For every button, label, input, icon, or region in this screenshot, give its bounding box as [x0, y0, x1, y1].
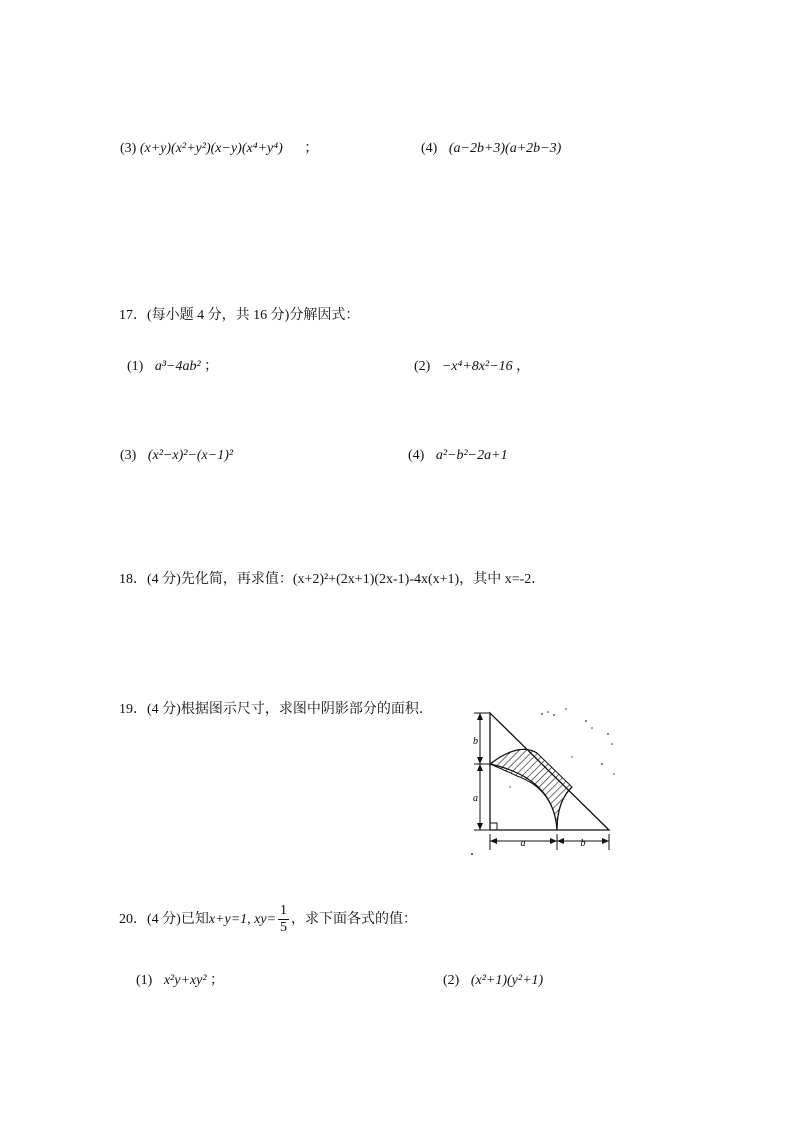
problem-17-2-end: ， [516, 359, 531, 374]
shaded-region [490, 749, 572, 830]
question-20 [119, 902, 417, 938]
fraction-denominator: 5 [280, 920, 288, 936]
problem-17-4-label: (4) [408, 448, 425, 463]
problem-16-3 [120, 140, 318, 158]
problem-17-1-end: ； [204, 359, 219, 374]
problem-16-3-label: (3) [120, 141, 137, 156]
label-b-bottom: b [580, 838, 586, 849]
problem-16-4 [421, 140, 561, 158]
problem-17-1-expr: a³−4ab² [154, 359, 201, 374]
problem-16-3-expr: (x+y)(x²+y²)(x−y)(x⁴+y⁴) [139, 141, 283, 156]
geometry-figure [462, 694, 622, 864]
problem-17-4 [408, 447, 508, 465]
problem-16-3-end: ； [304, 141, 319, 156]
question-19: 19．(4 分)根据图示尺寸，求图中阴影部分的面积． [119, 702, 433, 717]
question-18: 18．(4 分)先化简，再求值：(x+2)²+(2x+1)(2x-1)-4x(x+1)，其中 x=-2． [119, 572, 546, 587]
problem-16-4-label: (4) [421, 141, 438, 156]
problem-17-2 [414, 358, 530, 376]
problem-17-1-label: (1) [127, 359, 144, 374]
problem-17-4-expr: a²−b²−2a+1 [435, 448, 508, 463]
fraction-one-fifth [278, 903, 289, 936]
label-a-bottom: a [520, 838, 526, 849]
fraction-numerator: 1 [280, 903, 288, 919]
problem-16-4-expr: (a−2b+3)(a+2b−3) [448, 141, 562, 156]
problem-20-1-expr: x²y+xy² [163, 973, 207, 988]
problem-17-3-expr: (x²−x)²−(x−1)² [147, 448, 234, 463]
problem-20-1 [136, 972, 224, 990]
right-angle-mark [490, 823, 497, 830]
problem-20-2 [443, 972, 543, 990]
question-17-heading: 17．(每小题 4 分，共 16 分)分解因式： [119, 308, 360, 323]
problem-20-1-end: ； [210, 973, 225, 988]
question-20-condition: x+y=1, xy= [208, 912, 277, 927]
problem-20-1-label: (1) [136, 973, 153, 988]
problem-17-2-expr: −x⁴+8x²−16 [441, 359, 513, 374]
problem-17-2-label: (2) [414, 359, 431, 374]
question-20-prefix: 20．(4 分)已知 [119, 912, 209, 927]
problem-20-2-expr: (x²+1)(y²+1) [470, 973, 544, 988]
problem-17-3 [120, 447, 233, 465]
label-a-left: a [473, 793, 478, 804]
problem-17-3-label: (3) [120, 448, 137, 463]
problem-17-1 [127, 358, 218, 376]
label-b-left: b [473, 736, 478, 747]
question-20-suffix: ，求下面各式的值： [291, 912, 418, 927]
problem-20-2-label: (2) [443, 973, 460, 988]
